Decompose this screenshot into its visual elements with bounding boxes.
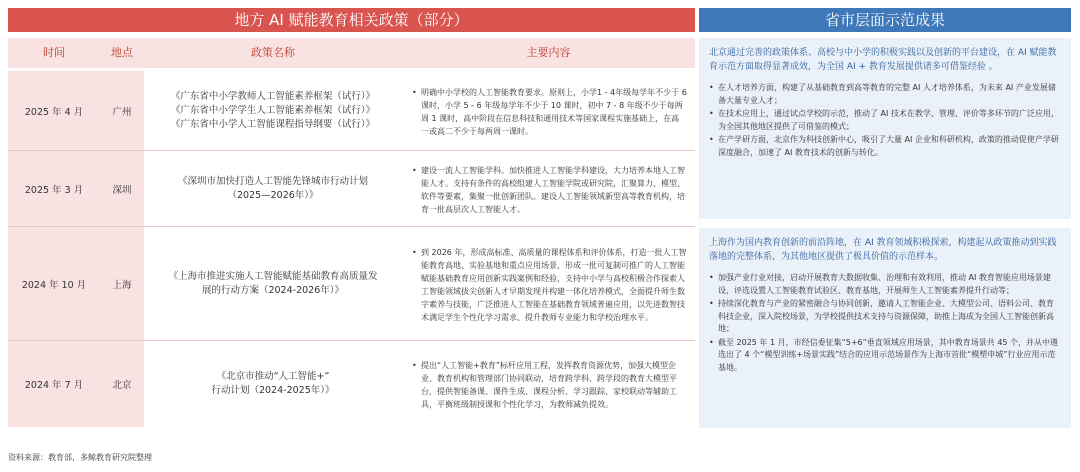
row-policy-name [144, 71, 402, 150]
policy-panel-title: 地方 AI 赋能教育相关政策（部分） [8, 8, 695, 32]
policy-name-line: （2025—2026年）》 [227, 189, 319, 201]
row-time: 2024 年 10 月 [8, 227, 100, 340]
bullet-icon: • [412, 87, 417, 97]
header-main-content: 主要内容 [526, 46, 571, 59]
content-text: 提出“人工智能+教育”标杆应用工程，发挥教育资源优势，加强大模型企业、教育机构和管理部门协同联动，培育跨学科、跨学段的教育大模型平台，提供智能备课、课件生成、课程分析、学习跟踪、家校联动等辅助工具，平衡班级制授课和个性化学习，为教师减负提效。 [421, 361, 677, 409]
header-time: 时间 [43, 46, 65, 59]
shanghai-intro: 上海作为国内教育创新的前沿阵地，在 AI 教育领域积极探索，构建起从政策推动到实践落地的完整体系，为其他地区提供了极具价值的示范样本。 [709, 238, 1057, 262]
bullet-icon: • [412, 247, 417, 257]
row-content [402, 151, 695, 226]
policy-name-line: 行动计划（2024-2025年）》 [211, 385, 335, 396]
row-content [402, 341, 695, 427]
list-item-text: 在人才培养方面，构建了从基础教育到高等教育的完整 AI 人才培养体系，为未来 AI 产业发展储备大量专业人才； [718, 83, 1056, 105]
achievements-panel-title: 省市层面示范成果 [699, 8, 1071, 32]
list-item-text: 在产学研方面，北京作为科技创新中心，吸引了大量 AI 企业和科研机构，政策的推动促使产学研深度融合，加速了 AI 教育技术的创新与转化。 [718, 135, 1059, 157]
row-time: 2024 年 7 月 [8, 341, 100, 427]
table-row [8, 151, 695, 227]
policy-name-line: 《北京市推动“人工智能+” [216, 371, 330, 382]
bullet-icon: • [709, 83, 714, 92]
row-place: 广州 [100, 71, 144, 150]
policy-name-line: 《广东省中小学人工智能课程指导纲要（试行）》 [170, 118, 376, 130]
row-place: 北京 [100, 341, 144, 427]
beijing-bullets [709, 82, 1061, 159]
content-text: 明确中小学校的人工智能教育要求。原则上，小学1 - 4年级每学年不少于 6 课时，小学 5 - 6 年级每学年不少于 10 课时，初中 7 - 8 年级不少于每两周 1 课时，高中阶段在信息科技和通用技术等国家课程实施基础上，在高一或高二不少于每两周一课时。 [421, 87, 687, 136]
list-item [709, 134, 1061, 159]
header-policy-name: 政策名称 [251, 46, 295, 59]
row-time: 2025 年 4 月 [8, 71, 100, 150]
table-header [8, 38, 695, 68]
beijing-intro: 北京通过完善的政策体系、高校与中小学的积极实践以及创新的平台建设，在 AI 赋能教育示范方面取得显著成效，为全国 AI + 教育发展提供诸多可借鉴经验 。 [709, 48, 1057, 72]
policy-name-line: 《广东省中小学学生人工智能素养框架（试行）》 [170, 104, 376, 116]
bullet-icon: • [709, 273, 714, 282]
row-place: 深圳 [100, 151, 144, 226]
list-item [709, 272, 1061, 297]
row-place: 上海 [100, 227, 144, 340]
bullet-icon: • [709, 337, 714, 347]
table-row [8, 227, 695, 341]
content-text: 到 2026 年，形成高标准、高质量的课程体系和评价体系，打造一批人工智能教育高地、实验基地和重点应用场景，形成一批可复制可推广的人工智能赋能基础教育应用创新实践案例和经验，支持中小学与高校积极合作探索人工智能领域拔尖创新人才早期发现并构建一体化培养模式，全面提升师生数字素养与技能，广泛推进人工智能在基础教育领域普遍应用，以先进数智技术满足学生个性化学习需求、提升教师专业能力和学校治理水平。 [421, 247, 687, 322]
row-policy-name [144, 341, 402, 427]
bullet-icon: • [709, 135, 714, 144]
list-item-text: 截至 2025 年 1 月，市经信委征集“5+6”垂直领域应用场景，其中教育场景共 45 个，并从中遴选出了 4 个“模型训练+场景实践”结合的应用示范场景作为上海市首批“模塑申城”行业应用示范基地。 [718, 337, 1059, 372]
row-content [402, 71, 695, 150]
source-note: 资料来源：教育部，多鲸教育研究院整理 [8, 453, 152, 462]
policy-name-line: 《深圳市加快打造人工智能先锋城市行动计划 [177, 175, 368, 187]
list-item-text: 加强产业行业对接，启动开展教育大数据收集、治理和有效利用，推动 AI 教育智能应用场景建设，评选设置人工智能教育试验区、教育基地，开展师生人工智能素养提升行动等； [718, 273, 1051, 295]
row-time: 2025 年 3 月 [8, 151, 100, 226]
achievements-panel [699, 8, 1071, 430]
table-row [8, 71, 695, 151]
list-item [709, 337, 1061, 375]
bullet-icon: • [412, 165, 417, 175]
bullet-icon: • [709, 109, 714, 118]
list-item [709, 82, 1061, 107]
beijing-box [699, 38, 1071, 219]
policy-panel [8, 8, 695, 430]
row-policy-name [144, 151, 402, 226]
policy-name-line: 《上海市推进实施人工智能赋能基础教育高质量发 [168, 270, 378, 282]
shanghai-bullets [709, 272, 1061, 374]
table-body [8, 71, 695, 427]
table-row [8, 341, 695, 427]
policy-name-line: 《广东省中小学教师人工智能素养框架（试行）》 [170, 90, 376, 102]
list-item [709, 298, 1061, 336]
content-text: 建设一流人工智能学科。加快推进人工智能学科建设，大力培养本地人工智能人才。支持有条件的高校组建人工智能学院或研究院，汇聚算力、模型、软件等要素，集聚一批创新团队。建设人工智能领域新型高等教育机构，培育一批高层次人工智能人才。 [421, 165, 685, 214]
policy-name-line: 展的行动方案（2024-2026年）》 [201, 284, 345, 296]
list-item-text: 在技术应用上，通过试点学校的示范，推动了 AI 技术在教学、管理、评价等多环节的广泛应用，为全国其他地区提供了可借鉴的模式； [718, 109, 1059, 131]
row-content [402, 227, 695, 340]
bullet-icon: • [709, 299, 714, 308]
list-item [709, 108, 1061, 133]
row-policy-name [144, 227, 402, 340]
bullet-icon: • [412, 361, 417, 370]
shanghai-box [699, 228, 1071, 428]
header-place: 地点 [111, 46, 133, 59]
list-item-text: 持续深化教育与产业的紧密融合与协同创新，邀请人工智能企业、大模型公司、语料公司、教育科技企业，深入院校场景，为学校提供技术支持与资源保障，助推上海成为全国人工智能创新高地； [718, 299, 1054, 333]
